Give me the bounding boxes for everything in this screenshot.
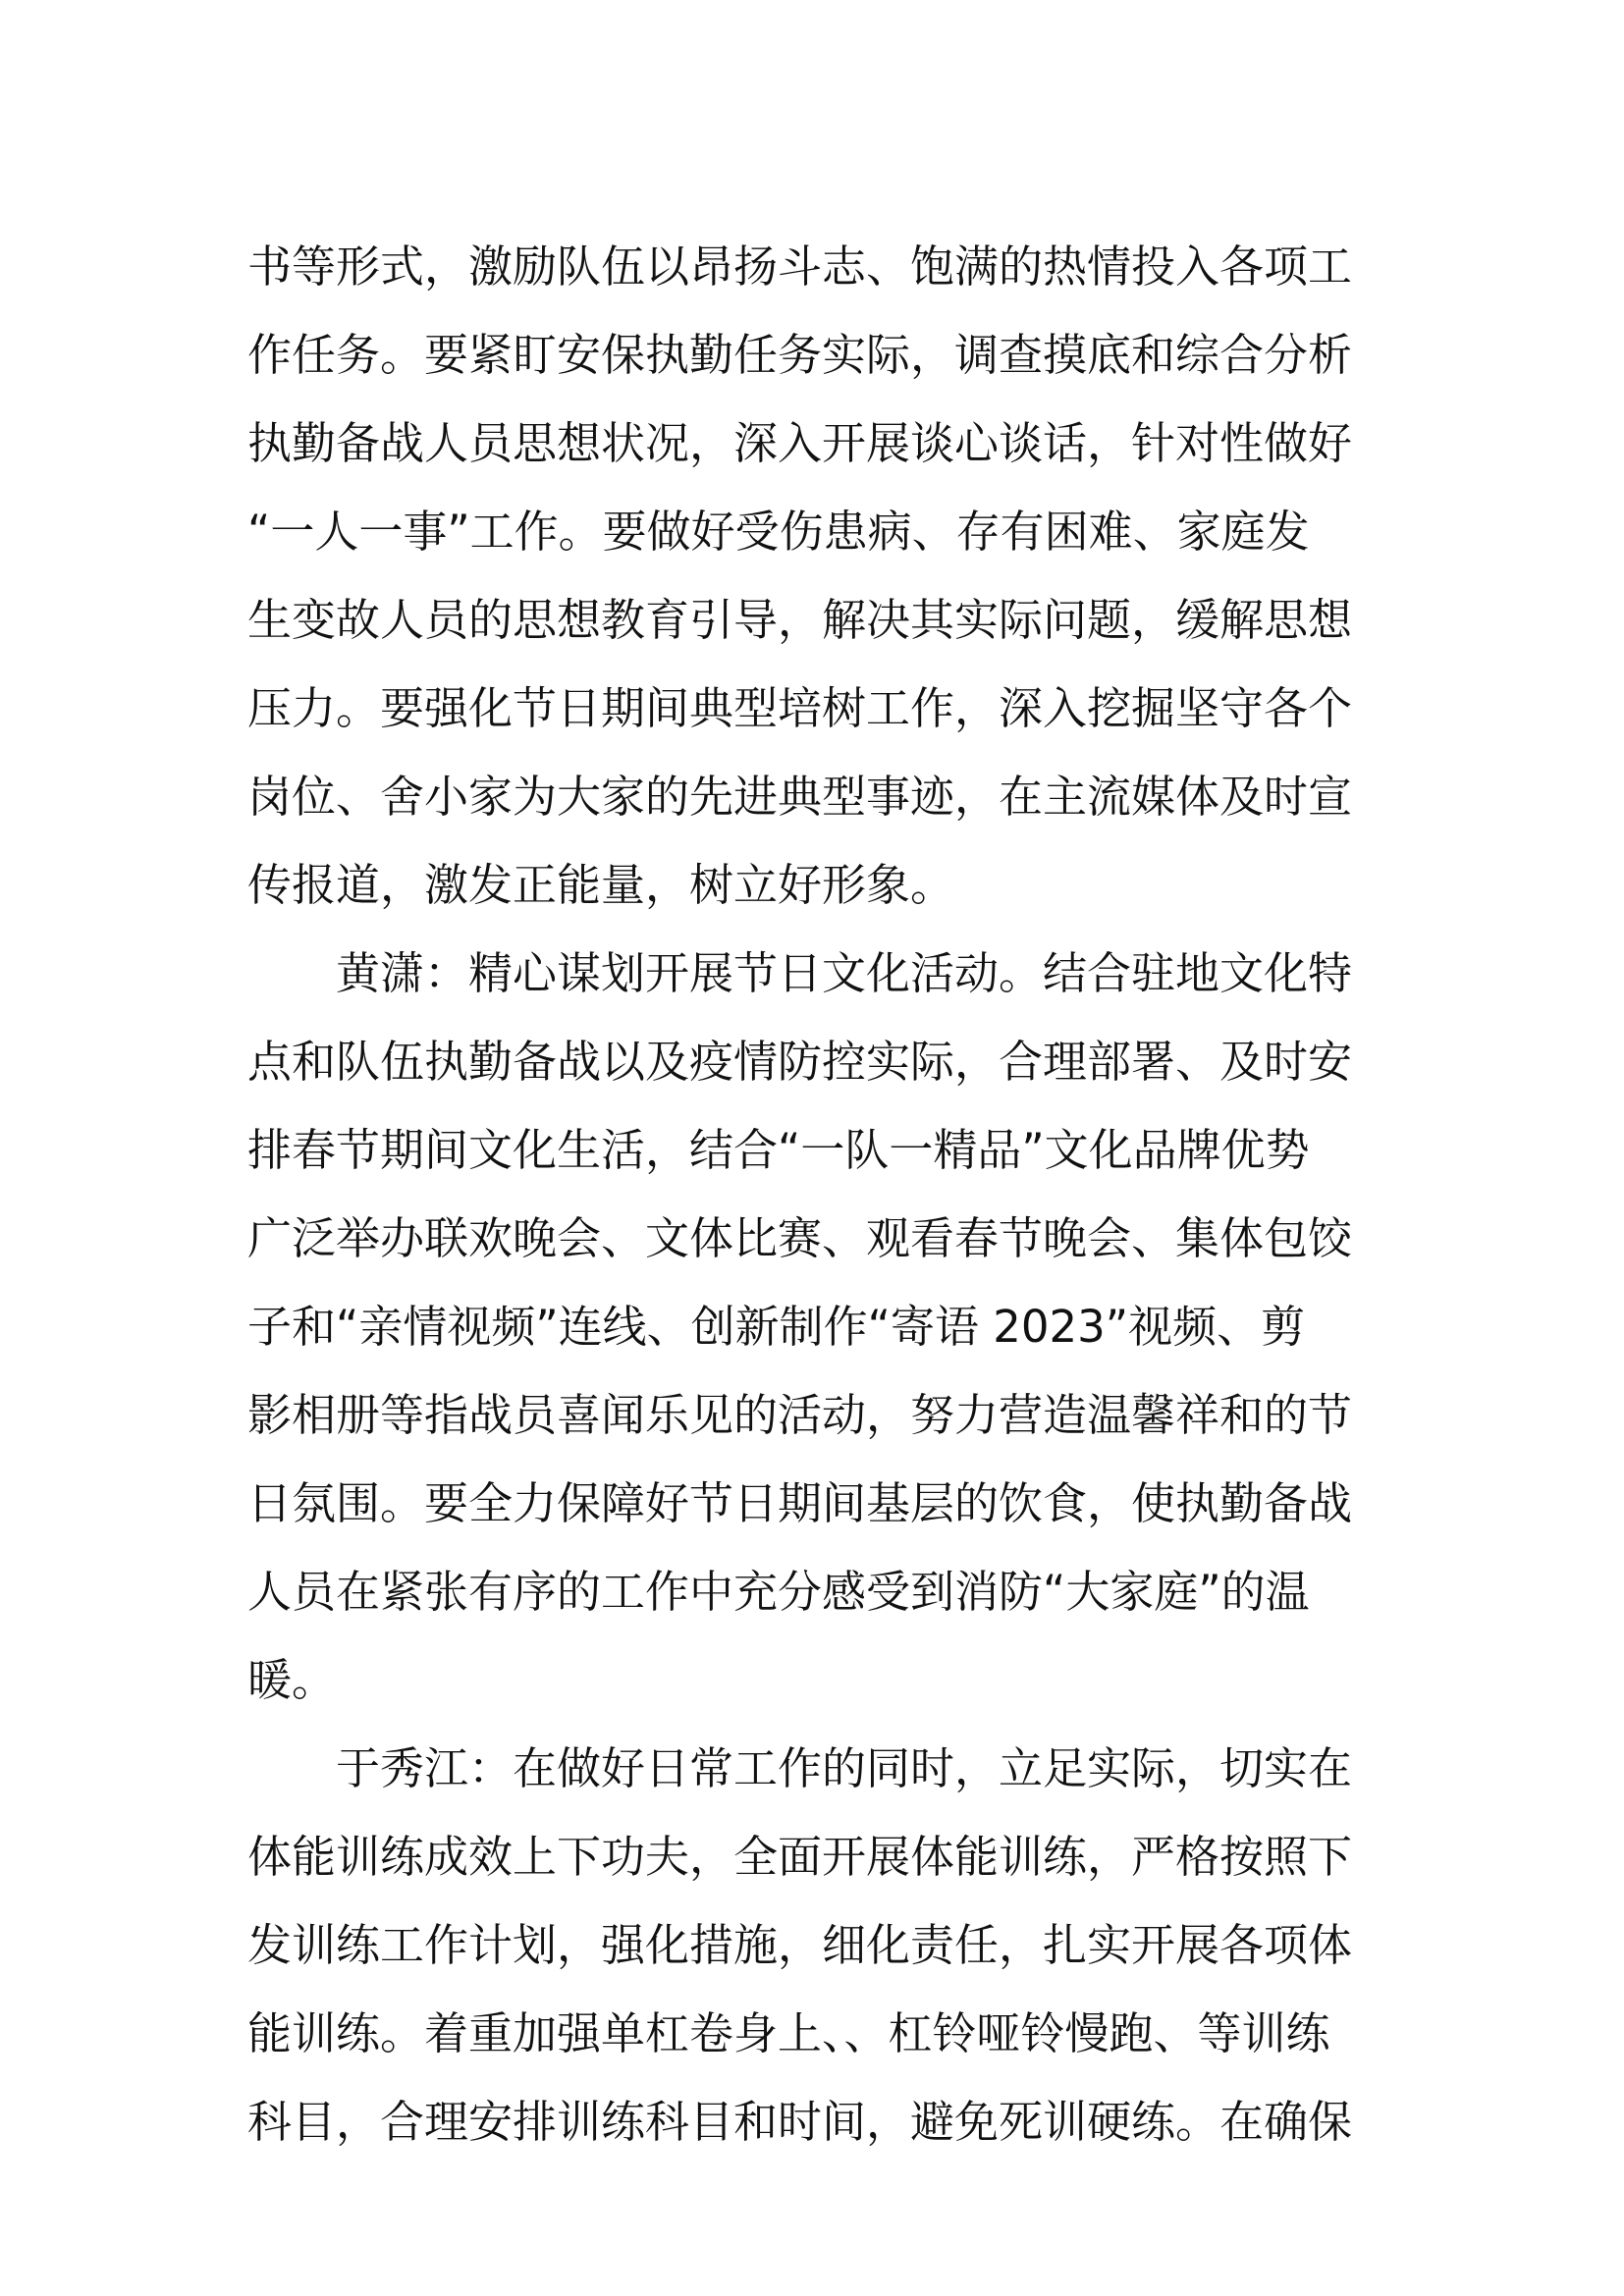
text-line: 能训练。着重加强单杠卷身上、、杠铃哑铃慢跑、等训练 (247, 2007, 1330, 2059)
text-line: 暖。 (247, 1654, 337, 1706)
text-line: 日氛围。要全力保障好节日期间基层的饮食，使执勤备战 (247, 1477, 1353, 1529)
paragraph-2 (247, 930, 1386, 1725)
text-line: 影相册等指战员喜闻乐见的活动，努力营造温馨祥和的节 (247, 1389, 1353, 1441)
text-line: 体能训练成效上下功夫，全面开展体能训练，严格按照下 (247, 1831, 1353, 1883)
text-line: 执勤备战人员思想状况，深入开展谈心谈话，针对性做好 (247, 417, 1353, 469)
paragraph-3 (247, 1725, 1386, 2166)
document-body (247, 223, 1386, 2166)
text-line: 人员在紧张有序的工作中充分感受到消防“大家庭”的温 (247, 1566, 1310, 1618)
text-line-indented: 黄潇：精心谋划开展节日文化活动。结合驻地文化特 (336, 947, 1353, 999)
text-line: 发训练工作计划，强化措施，细化责任，扎实开展各项体 (247, 1919, 1353, 1971)
text-line: 传报道，激发正能量，树立好形象。 (247, 859, 955, 911)
text-line-indented: 于秀江：在做好日常工作的同时，立足实际，切实在 (336, 1742, 1353, 1794)
text-line: 子和“亲情视频”连线、创新制作“寄语 2023”视频、剪 (247, 1301, 1306, 1353)
text-line: 作任务。要紧盯安保执勤任务实际，调查摸底和综合分析 (247, 329, 1353, 381)
paragraph-1 (247, 223, 1386, 930)
text-line: 点和队伍执勤备战以及疫情防控实际，合理部署、及时安 (247, 1036, 1353, 1088)
text-line: 生变故人员的思想教育引导，解决其实际问题，缓解思想 (247, 594, 1353, 646)
text-line: 岗位、舍小家为大家的先进典型事迹，在主流媒体及时宣 (247, 771, 1353, 823)
text-line: 广泛举办联欢晚会、文体比赛、观看春节晚会、集体包饺 (247, 1212, 1353, 1264)
text-line: 书等形式，激励队伍以昂扬斗志、饱满的热情投入各项工 (247, 240, 1353, 293)
text-line: 压力。要强化节日期间典型培树工作，深入挖掘坚守各个 (247, 682, 1353, 734)
text-line: 科目，合理安排训练科目和时间，避免死训硬练。在确保 (247, 2096, 1353, 2148)
text-line: “一人一事”工作。要做好受伤患病、存有困难、家庭发 (247, 506, 1310, 558)
text-line: 排春节期间文化生活，结合“一队一精品”文化品牌优势 (247, 1124, 1310, 1176)
